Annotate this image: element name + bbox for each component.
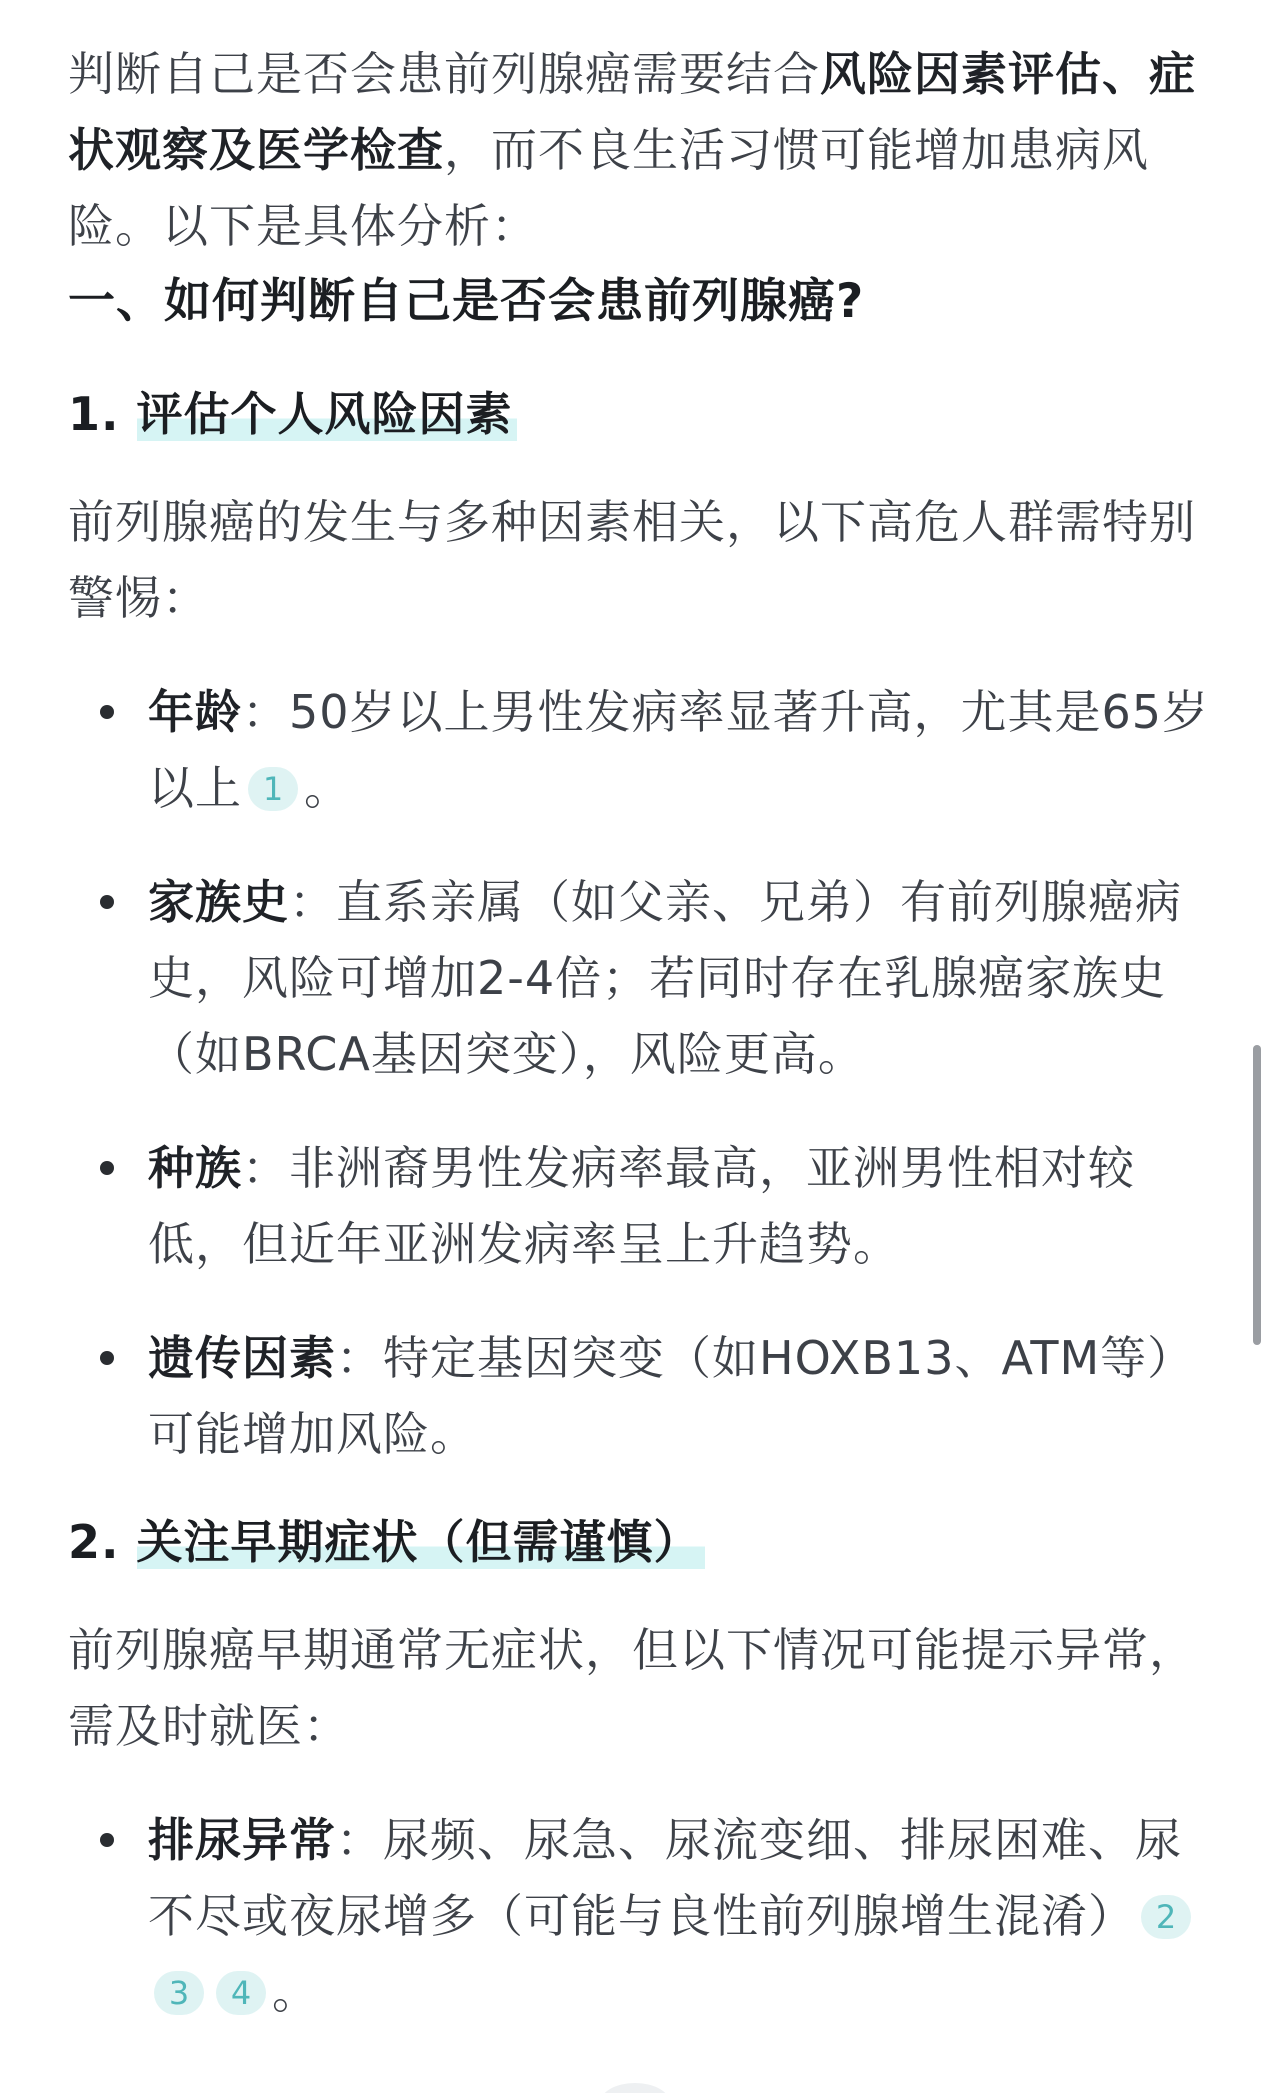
citation-badge[interactable]: 2 <box>1141 1895 1191 1939</box>
item-text: 直系亲属（如父亲、兄弟）有前列腺癌病史，风险可增加2-4倍；若同时存在乳腺癌家族史（如BRCA基因突变），风险更高。 <box>148 875 1182 1081</box>
item-sep: ： <box>289 875 336 929</box>
floating-button-edge[interactable] <box>600 2083 670 2093</box>
intro-bold-b: 症状观察及医学检查 <box>68 47 1196 177</box>
subsection-2-number: 2. <box>68 1515 137 1569</box>
section-title: 一、如何判断自己是否会患前列腺癌? <box>68 274 865 329</box>
item-sep: ： <box>242 1141 289 1195</box>
list-item <box>68 674 1218 826</box>
list-item <box>68 1802 1218 2030</box>
risk-factor-list <box>68 674 1218 1472</box>
subsection-1-heading <box>68 376 1218 452</box>
bullet-icon <box>100 1351 114 1365</box>
subsection-1-number: 1. <box>68 387 137 441</box>
bullet-icon <box>100 705 114 719</box>
list-item <box>68 1320 1218 1472</box>
list-item <box>68 1130 1218 1282</box>
symptom-list <box>68 1802 1218 2030</box>
item-label: 家族史 <box>148 875 289 929</box>
intro-text-b: ，而不良生活习惯可能增加患病风险。以下是具体分析： <box>68 123 1149 253</box>
scrollbar-thumb[interactable] <box>1253 1045 1261 1345</box>
bullet-icon <box>100 895 114 909</box>
subsection-2-title: 关注早期症状（但需谨慎） <box>137 1515 705 1569</box>
subsection-1-title: 评估个人风险因素 <box>137 387 517 441</box>
item-text: 50岁以上男性发病率显著升高，尤其是65岁以上 <box>148 685 1210 815</box>
subsection-2-heading <box>68 1504 1218 1580</box>
item-sep: ： <box>336 1331 383 1385</box>
citation-badge[interactable]: 1 <box>248 767 298 811</box>
item-end: 。 <box>304 761 351 815</box>
intro-text-a: 判断自己是否会患前列腺癌需要结合 <box>68 47 820 101</box>
bullet-icon <box>100 1833 114 1847</box>
item-label: 年龄 <box>148 685 242 739</box>
item-label: 种族 <box>148 1141 242 1195</box>
item-end: 。 <box>272 1965 319 2019</box>
item-text: 特定基因突变（如HOXB13、ATM等）可能增加风险。 <box>148 1331 1195 1461</box>
article-content <box>68 36 1218 2068</box>
citation-badge[interactable]: 3 <box>154 1971 204 2015</box>
subsection-2-desc: 前列腺癌早期通常无症状，但以下情况可能提示异常，需及时就医： <box>68 1623 1196 1753</box>
subsection-1-desc: 前列腺癌的发生与多种因素相关，以下高危人群需特别警惕： <box>68 495 1196 625</box>
intro-bold-a: 风险因素评估、 <box>820 47 1149 101</box>
item-sep: ： <box>336 1813 383 1867</box>
item-label: 排尿异常 <box>148 1813 336 1867</box>
list-item <box>68 864 1218 1092</box>
item-text: 非洲裔男性发病率最高，亚洲男性相对较低，但近年亚洲发病率呈上升趋势。 <box>148 1141 1135 1271</box>
item-sep: ： <box>242 685 289 739</box>
item-text: 尿频、尿急、尿流变细、排尿困难、尿不尽或夜尿增多（可能与良性前列腺增生混淆） <box>148 1813 1182 1943</box>
item-label: 遗传因素 <box>148 1331 336 1385</box>
intro-paragraph <box>68 36 1218 264</box>
bullet-icon <box>100 1161 114 1175</box>
citation-badge[interactable]: 4 <box>216 1971 266 2015</box>
